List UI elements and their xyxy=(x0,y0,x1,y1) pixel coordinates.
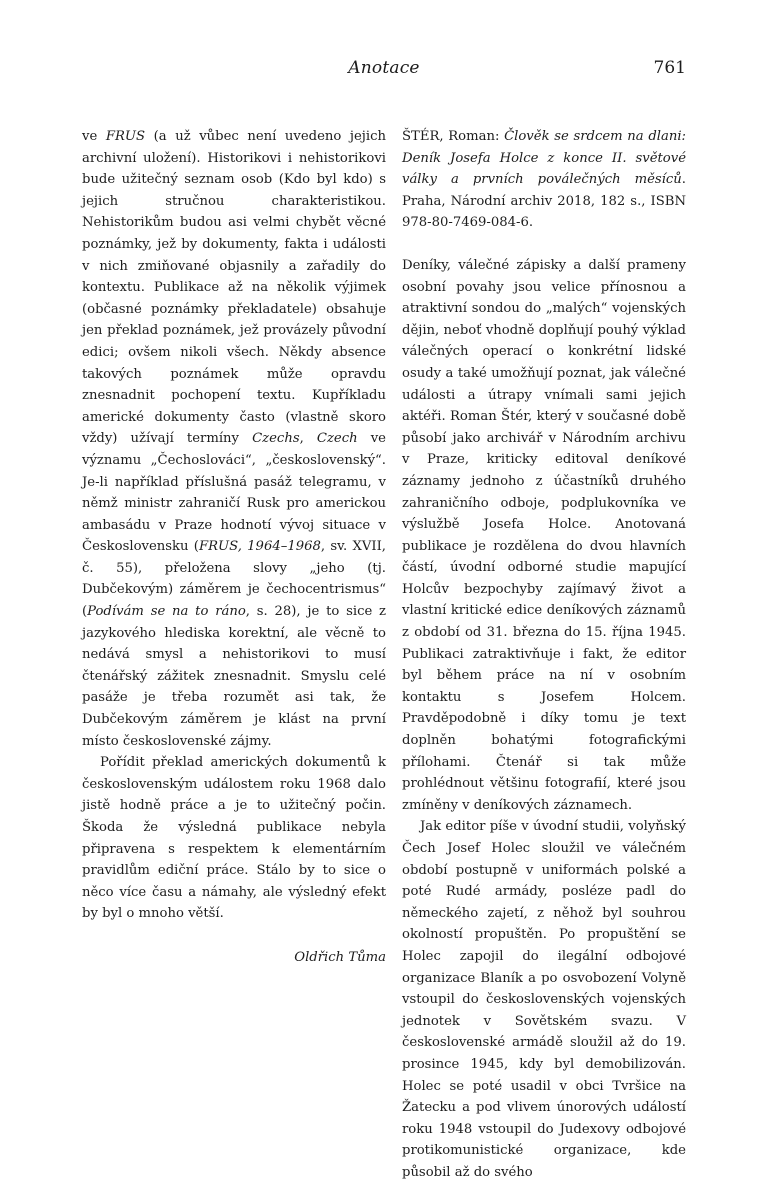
left-column xyxy=(82,126,386,969)
left-paragraph-1 xyxy=(82,126,386,752)
review-signature: Oldřich Tůma xyxy=(294,949,386,965)
left-paragraph-2: Pořídit překlad amerických dokumentů k československým událostem roku 1968 dalo jistě hodně práce a je to užitečný počin. Škoda že výsledná publikace nebyla připravena s respektem k elementárním pravidlům ediční práce. Stálo by to sice o něco více času a námahy, ale výsledný efekt by byl o mnoho větší. xyxy=(82,755,386,922)
italic-text-run: Člověk se srdcem na dlani: Deník Josefa Holce z konce II. světové války a prvních poválečných měsíců xyxy=(402,129,686,188)
right-column xyxy=(402,126,686,1184)
italic-text-run: FRUS xyxy=(105,129,146,144)
text-run: , sv. XVII, č. 55), přeložena slovy „jeho (tj. Dubčekovým) záměrem je čechocentrismus“ ( xyxy=(82,539,386,620)
text-run: ve xyxy=(82,129,106,144)
text-run: ŠTÉR, Roman: xyxy=(402,129,505,144)
italic-text-run: Czech xyxy=(316,431,358,447)
text-run: . Praha, Národní archiv 2018, 182 s., ISBN 978-80-7469-084-6. xyxy=(402,172,686,231)
text-run: , s. 28), je to sice z jazykového hlediska korektní, ale věcně to nedává smysl a nehistorikovi to musí čtenářský zážitek znesnadnit. Smyslu celé pasáže je třeba rozumět asi tak, že Dubčekovým záměrem je klást na první místo československé zájmy. xyxy=(82,604,386,749)
right-paragraph-1: Deníky, válečné zápisky a další prameny osobní povahy jsou velice přínosnou a atraktivní sondou do „malých“ vojenských dějin, neboť vhodně doplňují pouhý výklad válečných operací o konkrétní lidské osudy a také umožňují poznat, jak válečné události a útrapy vnímali sami jejich aktéři. Roman Štér, který v současné době působí jako archivář v Národním archivu v Praze, kriticky editoval deníkové záznamy jednoho z účastníků druhého zahraničního odboje, podplukovníka ve výslužbě Josefa Holce. Anotovaná publikace je rozdělena do dvou hlavních částí, úvodní odborné studie mapující Holcův bezpochyby zajímavý život a vlastní kritické edice deníkových záznamů z období od 31. března do 15. října 1945. Publikaci zatraktivňuje i fakt, že editor byl během práce na ní v osobním kontaktu s Josefem Holcem. Pravděpodobně i díky tomu je text doplněn bohatými fotografickými přílohami. Čtenář si tak může prohlédnout většinu fotografií, které jsou zmíněny v deníkových záznamech. xyxy=(402,257,686,813)
running-head xyxy=(82,58,686,88)
running-title: Anotace xyxy=(348,58,420,78)
italic-text-run: FRUS, 1964–1968 xyxy=(198,539,321,555)
book-citation xyxy=(402,126,686,234)
text-run: (a už vůbec není uvedeno jejich archivní uložení). Historikovi i nehistorikovi bude užitečný seznam osob (Kdo byl kdo) s jejich stručnou charakteristikou. Nehistorikům budou asi velmi chybět věcné poznámky, jež by dokumenty, fakta i události v nich zmiňované objasnily a zařadily do kontextu. Publikace až na několik výjimek (občasné poznámky překladatele) obsahuje jen překlad poznámek, jež provázely původní edici; ovšem nikoli všech. Někdy absence takových poznámek může opravdu znesnadnit pochopení textu. Kupříkladu americké dokumenty často (vlastně skoro vždy) užívají termíny xyxy=(82,129,386,447)
text-run: ve významu „Čechoslováci“, „československý“. Je-li například příslušná pasáž telegramu, v němž ministr zahraničí Rusk pro americkou ambasádu v Praze hodnotí vývoj situace v Československu ( xyxy=(82,431,386,555)
italic-text-run: Czechs xyxy=(252,431,300,447)
text-run: , xyxy=(299,431,317,447)
right-paragraph-2: Jak editor píše v úvodní studii, volyňský Čech Josef Holec sloužil ve válečném období postupně v uniformách polské a poté Rudé armády, posléze padl do německého zajetí, z něhož byl souhrou okolností propuštěn. Po propuštění se Holec zapojil do ilegální odbojové organizace Blaník a po osvobození Volyně vstoupil do československých vojenských jednotek v Sovětském svazu. V československé armádě sloužil až do 19. prosince 1945, kdy byl demobilizován. Holec se poté usadil v obci Tvršice na Žatecku a pod vlivem únorových událostí roku 1948 vstoupil do Judexovy odbojové protikomunistické organizace, kde působil až do svého xyxy=(402,819,686,1180)
italic-text-run: Podívám se na to ráno xyxy=(87,604,246,620)
page-number: 761 xyxy=(653,58,686,78)
